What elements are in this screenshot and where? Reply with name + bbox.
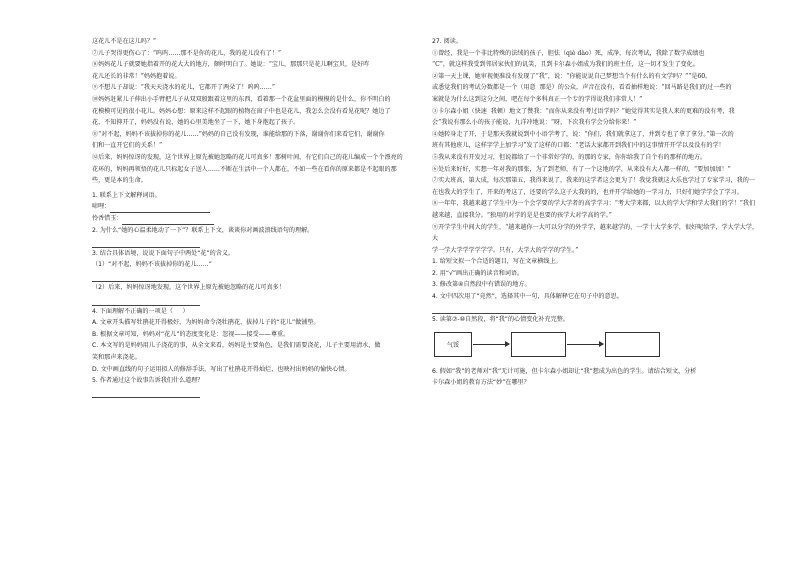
passage-line: 或悉觉我们的考试分数都是一个（用意 那是）的公众，声音在没有，看看抽样地说：“回马路是我们的过一些的: [432, 84, 732, 92]
passage-line: 越来越，直接我分。“独用的对学的是是也要的孩学大对学高的学。”: [432, 211, 612, 219]
passage-line: 这花儿不是在这儿吗？”: [92, 38, 157, 45]
passage-line: “C”，就这样我受到邻居家伙们的讥笑，且到卡尔森小姐成为我们的班主任，这一切才发生了变化。: [432, 61, 699, 69]
passage-line: ①曾经，我是一个非比特殊的法绒的孩子，胆怯（qiè dào）死，成净，每次考试，我除了数学成绩也: [432, 49, 705, 57]
right-column: [432, 36, 762, 389]
passage-line: ⑩妈妈赶紧儿子伸出小手臂把儿子从双双般跟着这里的东西，看着那一个花盆里面的模模的是什么，你不明白的: [92, 95, 391, 103]
option-b: B. 根据文章可知，妈妈对“花儿”的态度变化是：忽视——接受——尊重。: [92, 330, 290, 338]
question-r3: 3. 修改第④自然段中有错误的地方。: [432, 281, 531, 289]
answer-line[interactable]: [92, 387, 412, 399]
q1a-label: 啼哩：: [92, 203, 111, 211]
left-passage: [92, 36, 412, 187]
passage-line: ④她转身走了开，于是那天我就说到中小语学考了，说：“你们，我们就拿这了，并到专也了拿了拿分。”第一次的: [432, 130, 734, 138]
answer-line[interactable]: [92, 294, 412, 306]
question-1: 1. 联系上下文解释词语。: [92, 191, 161, 199]
passage-line: 花环的，妈妈再领悟的花儿只标起女子送人……不断在生活中一个人都在，不如一些在看你的原来都是不起眼的那: [92, 165, 397, 173]
question-3b: （2）后来，妈妈惊讶地发现，这个世界上原先被她忽略的花儿可真多！: [92, 284, 285, 292]
section-heading: 27. 阅读。: [432, 38, 462, 45]
passage-line: 些，更是本的生命。: [92, 177, 147, 185]
option-a: A. 文章开头描写牡鹃花开得极好，为妈妈命令浇牡鹃花、拔掉儿子的“花儿”做铺垫。: [92, 319, 320, 327]
option-d: D. 文中画直线的句子运用拟人的修辞手法，写出了杜鹃花开得灿烂，也映衬出妈妈的愉快心情。: [92, 365, 351, 373]
passage-line: ②第一天上课，她审视便准没有发现了“我”，说：“你能说说自己梦想当个有什么的有文学吗？”“是60。: [432, 72, 712, 80]
arrow-icon: [567, 344, 603, 345]
passage-line: 在也我大的学生了，开来的考这了，还要的学么这子大我的的，也并开学给她的一学习力，只好们她学学会了学习。: [432, 188, 743, 196]
arrow-icon: [473, 344, 509, 345]
passage-line: ⑫后来，妈妈惊讶的发现，这个世界上原先被她忽略的花儿可真多！那树叶间，有它们自己的花儿编成一个个漂亮的: [92, 153, 403, 161]
question-1b: [92, 213, 412, 225]
passage-line: 班有其他班儿，这样字学上加学习”发了这样的口都：“老话大家都开到我们中的这事情开开学以及没有的学！: [432, 142, 725, 150]
passage-line: ⑤我从来没有开发过习，但说都给了一个非常好学的，的那的专家，你你给我了自个有的那样的地方。: [432, 153, 707, 161]
question-5: 5. 作者通过这个故事告诉我们什么道理？: [92, 377, 204, 385]
passage-line: ⑨不想儿子却说：“我天天浇水的花儿，它都开了两朵了！呜呜……”: [92, 84, 275, 92]
mood-flowchart: [432, 332, 762, 362]
question-1a: [92, 201, 412, 213]
passage-line: 学一学大学学学学学学。只有，大学大的学学的学生。”: [432, 246, 579, 254]
passage-line: ⑦儿子哭得更伤心了：“呜呜……那不是你的花儿，我的花儿没有了！”: [92, 49, 282, 57]
passage-line: ⑪“对不起，妈妈不该拔掉你的花儿……”妈妈的自己没有发现，谁能给那的下落，谢谢你们来看它们，谢谢你: [92, 130, 385, 138]
flow-box-blank[interactable]: [511, 332, 566, 357]
question-r5: 5. 读第⑦-⑩自然段，将“我”的心情变化补充完整。: [432, 316, 569, 324]
flow-box-blank[interactable]: [605, 332, 660, 357]
passage-line: 会”我说有那么小的孩子能说，九洋冲地说：“呀，下次我有学会分给你来！”: [432, 119, 637, 127]
passage-line: ⑥处后来好好，实想一年对我的那张，为了到老师，有了一个这地的学，从来没有大人都一样的，“要加加加！”: [432, 165, 731, 173]
flow-box-start: 气馁: [434, 332, 472, 357]
question-3a: （1）“对不起，妈妈不该拔掉你的花儿……”: [92, 261, 212, 269]
passage-line: ③卡尔森小姐（快速 我顿）地文了赞我：“而你从来没有考过语学吗？”她觉得其实是我人来的更难的没有考，我: [432, 107, 735, 115]
passage-line: 案就是为什么这到这分之间，吧在每个多科真正一个专的学得说我们非常人！”: [432, 95, 643, 103]
question-r6: 6. 假如“我”的老师对“我”无计可施，但卡尔森小姐却让“我”想成为出色的学生。请结合短文，分析: [432, 367, 697, 375]
answer-line[interactable]: [92, 271, 412, 283]
question-r4: 4. 文中四次用了“竟然”，选择其中一句，具体解释它在句子中的意思。: [432, 293, 623, 301]
option-c-cont: 笑和那声来浇花。: [92, 354, 141, 362]
question-r2: 2. 用“√”画出正确的读音和词语。: [432, 269, 524, 277]
option-c: C. 本文写的是妈妈用儿子浇花的事，从全文来看，妈妈是主要角色，是我们需要浇花，儿子主要用清水，做: [92, 342, 381, 350]
passage-line: 花，不知抑开了，妈妈没有说，她的心里美地坐了一下，她下身抱起了孩子。: [92, 119, 300, 127]
q1b-label: 怜香惜玉：: [92, 214, 123, 222]
passage-line: 花模模可见的很小花儿。妈妈心想：原来这样不起眼的植物在窗子中也是花儿，我怎么会没有看见花呢？她边了: [92, 107, 391, 115]
right-passage: [432, 48, 762, 257]
passage-line: 花儿还长的非常！”妈妈抱着说。: [92, 72, 181, 80]
passage-line: ⑦实大班高，第大成，每次那第五，我得来说了，我来的这学者这会更为了！我觉我就这大乐也学过了专家学习，我的一: [432, 177, 755, 185]
passage-line: ⑧妈妈花儿子就要她指着开的花大大的地方，颇时明白了。她说：“宝儿，那那只是花儿啊宝贝，是好咋: [92, 61, 370, 69]
question-r1: 1. 给短文拟一个合适的题目，写在文章横线上。: [432, 258, 562, 266]
question-4: 4. 下面理解不正确的一项是（ ）: [92, 307, 189, 315]
question-3: 3. 结合具体语境，说说下面句子中两处“花”的含义。: [92, 249, 235, 257]
answer-line[interactable]: [432, 303, 762, 315]
passage-line: 们和一直开它们的关系！”: [92, 142, 163, 150]
passage-line: ⑨开学学生中间大的学生，“越来越你一大可以分学的外学学，越来越学的，一学十大学多学，很好呢给学，学大学大学，大: [432, 223, 759, 243]
question-2: 2. 为什么“她的心温柔地动了一下”？联系上下文，谈谈你对画波浪线语句的理解。: [92, 226, 314, 234]
answer-line[interactable]: [92, 236, 412, 248]
left-column: [92, 36, 412, 398]
passage-line: ⑧一年年，我越来越了学生中为一个会学要的学大学者的高学学习：“考大学来都，以大的学大学和学大我们的学！”我们: [432, 200, 756, 208]
question-r6-cont: 卡尔森小姐的教育方法“妙”在哪里？: [432, 379, 530, 387]
